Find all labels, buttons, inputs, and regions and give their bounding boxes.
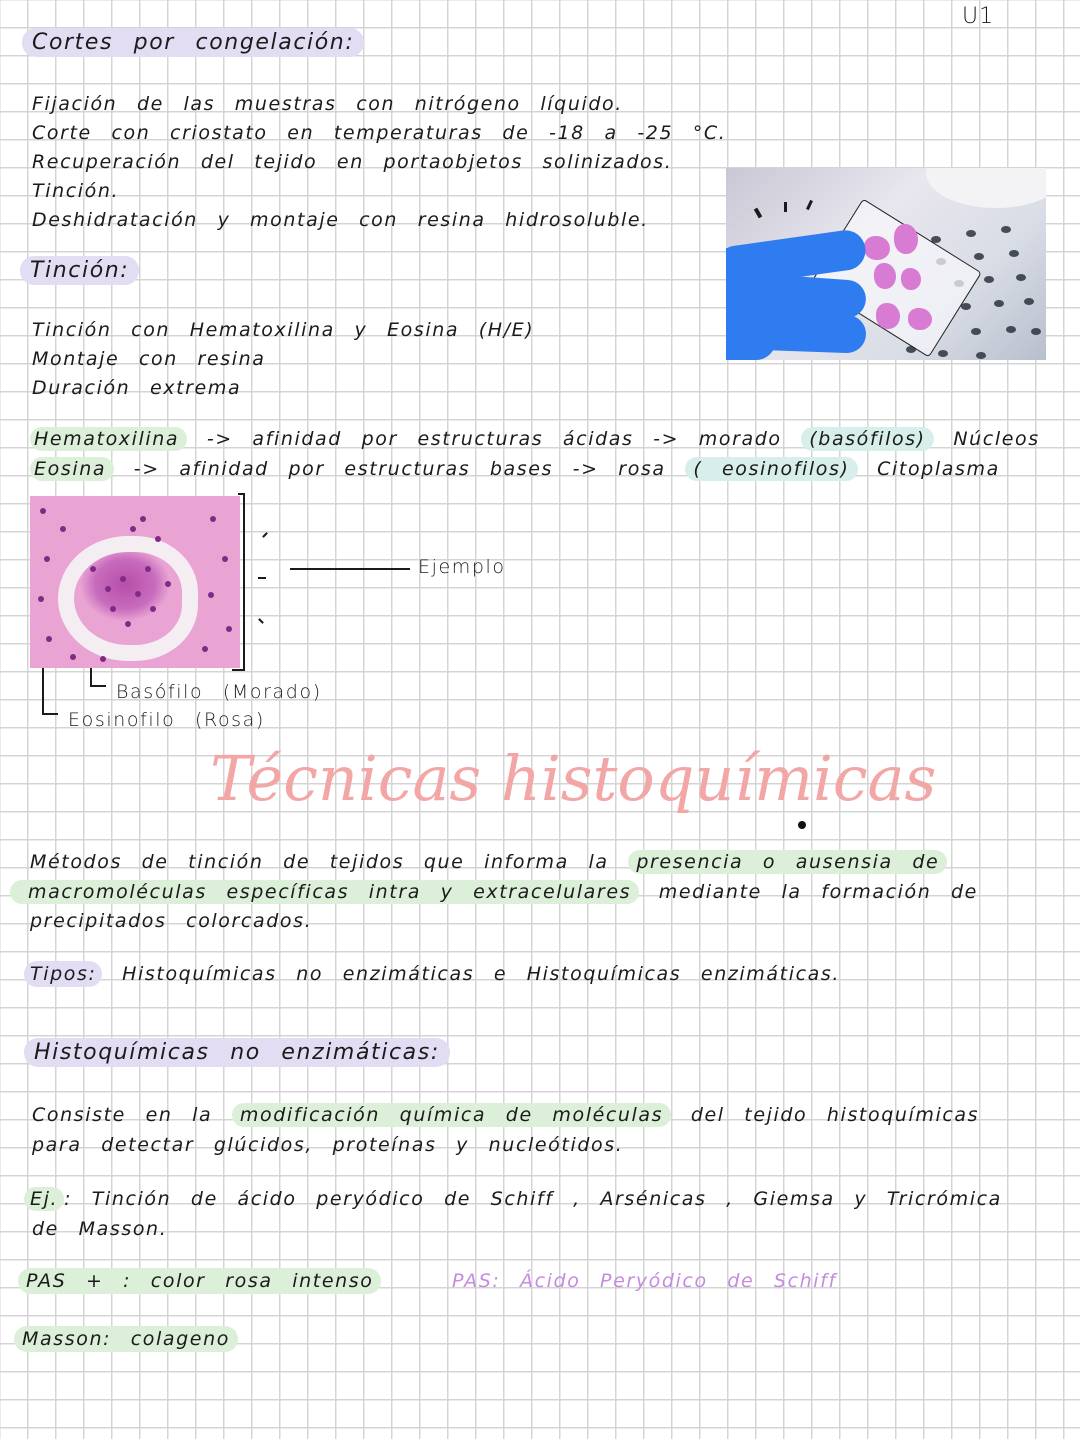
- tincion-item: Montaje con resina: [32, 348, 266, 370]
- page-number: U1: [962, 4, 995, 29]
- definition-line-3: precipitados colorcados.: [30, 910, 313, 932]
- definition-text: mediante la formación de: [658, 881, 978, 903]
- cortes-step: Recuperación del tejido en portaobjetos solinizados.: [32, 151, 673, 173]
- example-label: Ejemplo: [418, 556, 506, 578]
- affinity-text: -> afinidad por estructuras bases -> rosa: [133, 458, 666, 480]
- section-heading-tincion: [20, 258, 139, 283]
- tipos-label: Tipos:: [24, 961, 102, 987]
- masson-row: [14, 1328, 238, 1350]
- masson-label: Masson: colageno: [14, 1326, 238, 1352]
- affinity-row-eosina: [30, 458, 1000, 480]
- cell-type: ( eosinofilos): [685, 457, 857, 481]
- examples-line-2: de Masson.: [32, 1218, 168, 1240]
- basofilo-label: Basófilo (Morado): [116, 681, 322, 703]
- pas-definition: PAS: Ácido Peryódico de Schiff: [452, 1270, 837, 1292]
- section-heading-cortes: [22, 30, 364, 55]
- cell-type: (basófilos): [801, 427, 933, 451]
- dot-mark: [798, 821, 806, 829]
- stain-name: Eosina: [30, 457, 114, 481]
- no-enz-line-2: para detectar glúcidos, proteínas y nucleótidos.: [32, 1134, 624, 1156]
- heading-highlight: Histoquímicas no enzimáticas:: [24, 1038, 450, 1067]
- heading-highlight: Tinción:: [20, 256, 139, 285]
- cortes-step: Corte con criostato en temperaturas de -18 a -25 °C.: [32, 122, 727, 144]
- examples-line-1: [24, 1188, 1002, 1210]
- examples-text: : Tinción de ácido peryódico de Schiff , Arsénicas , Giemsa y Tricrómica: [64, 1188, 1002, 1210]
- affinity-text: -> afinidad por estructuras ácidas -> morado: [206, 428, 782, 450]
- heading-highlight: Cortes por congelación:: [22, 28, 364, 57]
- target-structure: Citoplasma: [877, 458, 1000, 480]
- section-heading-no-enzimaticas: [24, 1040, 450, 1065]
- cortes-step: Fijación de las muestras con nitrógeno líquido.: [32, 93, 623, 115]
- tipos-text: Histoquímicas no enzimáticas e Histoquímicas enzimáticas.: [122, 963, 841, 985]
- tipos-row: [24, 963, 840, 985]
- eosinofilo-label: Eosinofilo (Rosa): [68, 709, 265, 731]
- definition-text: Métodos de tinción de tejidos que informa la: [30, 851, 609, 873]
- no-enz-line-1: [32, 1104, 979, 1126]
- pas-label: PAS + : color rosa intenso: [18, 1268, 381, 1294]
- slides-photo: [726, 168, 1046, 360]
- definition-highlight: macromoléculas específicas intra y extracelulares: [10, 880, 639, 904]
- no-enz-text: Consiste en la: [32, 1104, 213, 1126]
- histology-image: [30, 496, 240, 668]
- examples-label: Ej.: [24, 1187, 64, 1211]
- target-structure: Núcleos: [953, 428, 1040, 450]
- affinity-row-hematoxilina: [30, 428, 1040, 450]
- cortes-step: Tinción.: [32, 180, 120, 202]
- cortes-steps-list: [32, 90, 726, 235]
- stain-name: Hematoxilina: [30, 427, 187, 451]
- no-enz-text: del tejido histoquímicas: [690, 1104, 980, 1126]
- definition-line-2: [10, 881, 978, 903]
- pas-row: [18, 1270, 381, 1292]
- page-title: Técnicas histoquímicas: [210, 742, 937, 815]
- no-enz-highlight: modificación química de moléculas: [232, 1103, 671, 1127]
- cortes-step: Deshidratación y montaje con resina hidrosoluble.: [32, 209, 649, 231]
- definition-highlight: presencia o ausensia de: [628, 850, 947, 874]
- tincion-item: Duración extrema: [32, 377, 242, 399]
- tincion-list: [32, 316, 534, 403]
- definition-line-1: [30, 851, 947, 873]
- tincion-item: Tinción con Hematoxilina y Eosina (H/E): [32, 319, 535, 341]
